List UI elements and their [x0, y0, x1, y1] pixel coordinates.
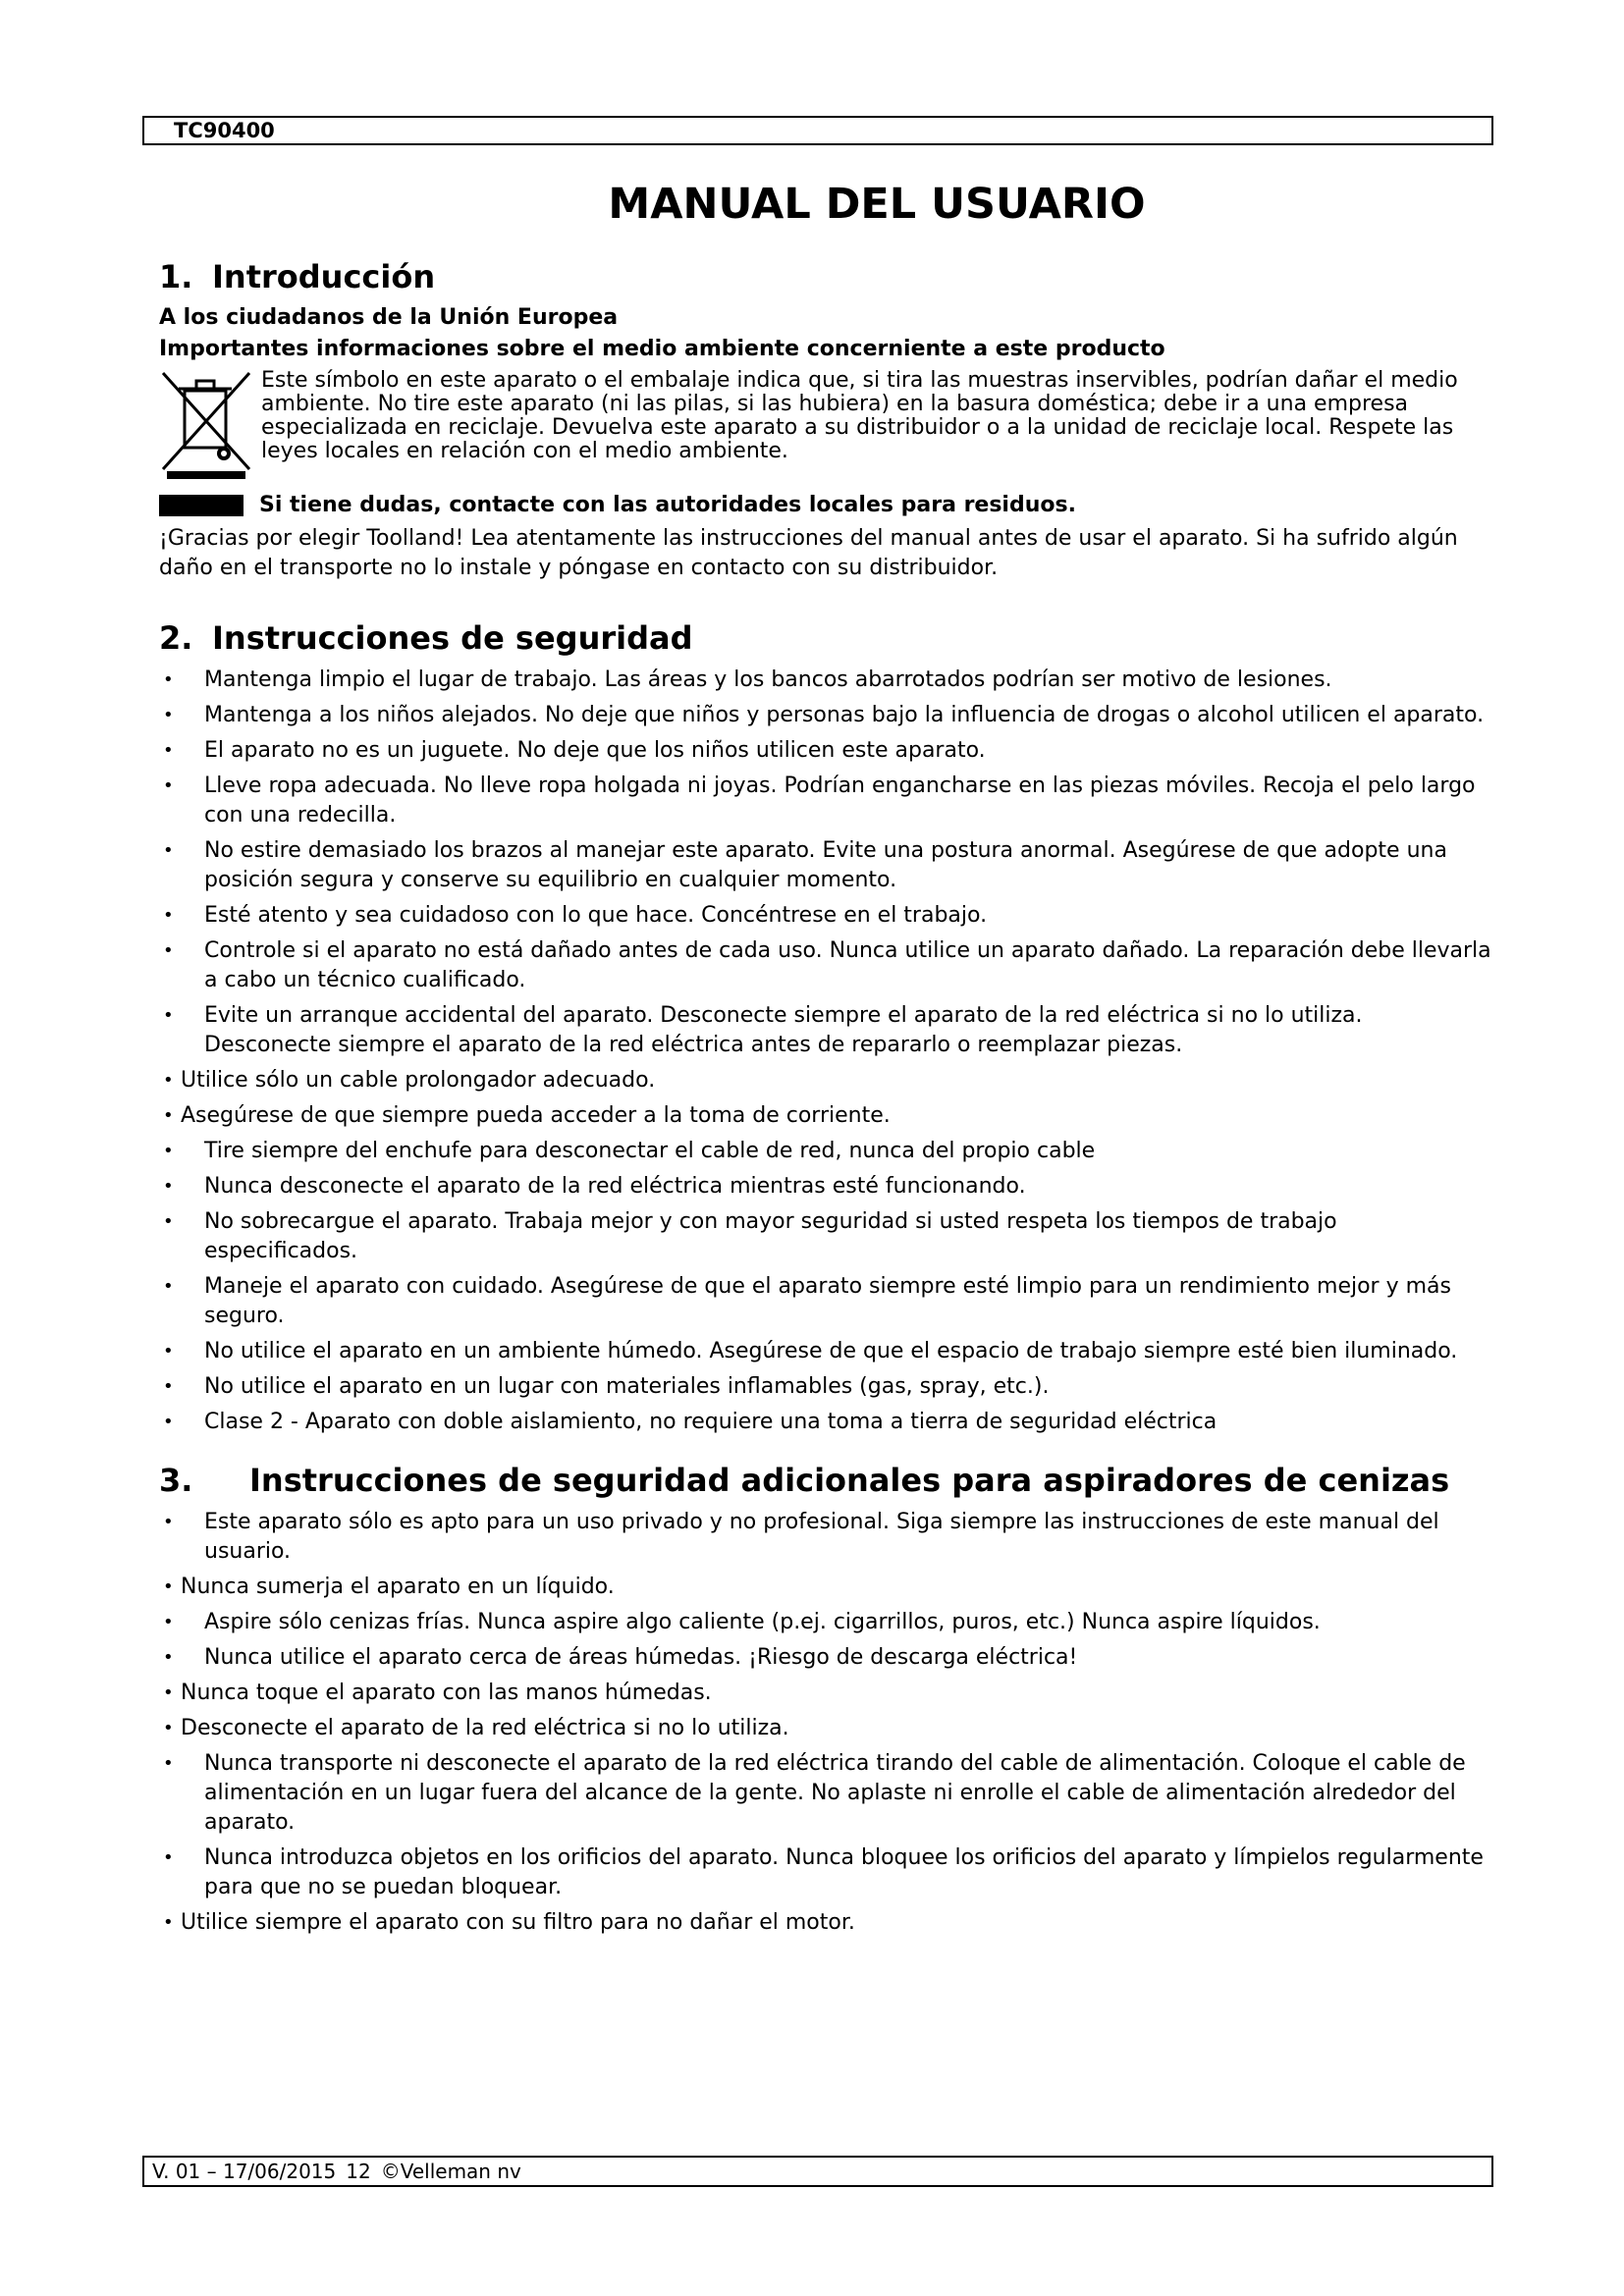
- list-item: • Nunca desconecte el aparato de la red eléctrica mientras esté funcionando.: [159, 1172, 1494, 1201]
- list-item: • Desconecte el aparato de la red eléctrica si no lo utiliza.: [159, 1714, 1494, 1743]
- section-safety-heading: [159, 616, 1494, 660]
- list-item: • Utilice siempre el aparato con su filtro para no dañar el motor.: [159, 1908, 1494, 1938]
- section-intro-heading: [159, 255, 1494, 298]
- weee-note: [159, 491, 1494, 520]
- list-item: • Este aparato sólo es apto para un uso privado y no profesional. Siga siempre las instrucciones de este manual del usuario.: [159, 1508, 1494, 1567]
- safety-list: [159, 666, 1494, 1437]
- section-number: 2.: [159, 619, 193, 657]
- list-item: • Mantenga limpio el lugar de trabajo. Las áreas y los bancos abarrotados podrían ser motivo de lesiones.: [159, 666, 1494, 695]
- list-item: • No sobrecargue el aparato. Trabaja mejor y con mayor seguridad si usted respeta los tiempos de trabajo especificados.: [159, 1207, 1494, 1266]
- section-title: Instrucciones de seguridad: [212, 619, 693, 657]
- header-model: TC90400: [142, 116, 1493, 145]
- footer-copyright: ©Velleman nv: [380, 2160, 521, 2183]
- weee-notice: [159, 369, 1494, 485]
- crossed-bin-icon: [159, 369, 253, 481]
- footer-version: V. 01 – 17/06/2015: [152, 2160, 337, 2183]
- list-item: • Lleve ropa adecuada. No lleve ropa holgada ni joyas. Podrían engancharse en las piezas móviles. Recoja el pelo largo con una redecilla.: [159, 772, 1494, 830]
- list-item: • Aspire sólo cenizas frías. Nunca aspire algo caliente (p.ej. cigarrillos, puros, etc.) Nunca aspire líquidos.: [159, 1608, 1494, 1637]
- list-item: • Controle si el aparato no está dañado antes de cada uso. Nunca utilice un aparato dañado. La reparación debe llevarla a cabo un técnico cualificado.: [159, 936, 1494, 995]
- eu-heading: A los ciudadanos de la Unión Europea: [159, 305, 619, 330]
- list-item: • Utilice sólo un cable prolongador adecuado.: [159, 1066, 1494, 1095]
- list-item: • Nunca transporte ni desconecte el aparato de la red eléctrica tirando del cable de alimentación. Coloque el cable de alimentación en un lugar fuera del alcance de la gente. No aplaste ni enrolle el cable de alimentación alrededor del aparato.: [159, 1749, 1494, 1838]
- black-bar: [159, 495, 244, 516]
- list-item: • Nunca introduzca objetos en los orificios del aparato. Nunca bloquee los orificios del aparato y límpielos regularmente para que no se puedan bloquear.: [159, 1843, 1494, 1902]
- section-title: Instrucciones de seguridad adicionales para aspiradores de cenizas: [249, 1462, 1450, 1499]
- list-item: • Asegúrese de que siempre pueda acceder a la toma de corriente.: [159, 1101, 1494, 1131]
- footer: [142, 2156, 1493, 2187]
- section-number: 3.: [159, 1462, 193, 1499]
- list-item: • Nunca utilice el aparato cerca de áreas húmedas. ¡Riesgo de descarga eléctrica!: [159, 1643, 1494, 1673]
- footer-page: 12: [346, 2160, 371, 2183]
- list-item: • Nunca toque el aparato con las manos húmedas.: [159, 1679, 1494, 1708]
- list-item: • Maneje el aparato con cuidado. Asegúrese de que el aparato siempre esté limpio para un rendimiento mejor y más seguro.: [159, 1272, 1494, 1331]
- env-heading: Importantes informaciones sobre el medio ambiente concerniente a este producto: [159, 337, 1165, 361]
- section-title: Introducción: [212, 258, 436, 295]
- list-item: • Esté atento y sea cuidadoso con lo que hace. Concéntrese en el trabajo.: [159, 901, 1494, 931]
- list-item: • No estire demasiado los brazos al manejar este aparato. Evite una postura anormal. Asegúrese de que adopte una posición segura y conserve su equilibrio en cualquier momento.: [159, 836, 1494, 895]
- list-item: • Clase 2 - Aparato con doble aislamiento, no requiere una toma a tierra de seguridad eléctrica: [159, 1408, 1494, 1437]
- section-additional-heading: [159, 1459, 1494, 1502]
- thanks-paragraph: ¡Gracias por elegir Toolland! Lea atentamente las instrucciones del manual antes de usar el aparato. Si ha sufrido algún daño en el transporte no lo instale y póngase en contacto con su distribuidor.: [159, 526, 1458, 580]
- list-item: • No utilice el aparato en un lugar con materiales inflamables (gas, spray, etc.).: [159, 1372, 1494, 1402]
- section-number: 1.: [159, 258, 193, 295]
- list-item: • El aparato no es un juguete. No deje que los niños utilicen este aparato.: [159, 736, 1494, 766]
- list-item: • No utilice el aparato en un ambiente húmedo. Asegúrese de que el espacio de trabajo siempre esté bien iluminado.: [159, 1337, 1494, 1366]
- list-item: • Evite un arranque accidental del aparato. Desconecte siempre el aparato de la red eléctrica si no lo utiliza. Desconecte siempre el aparato de la red eléctrica antes de repararlo o reemplazar piezas.: [159, 1001, 1494, 1060]
- additional-list: [159, 1508, 1494, 1938]
- weee-text: Este símbolo en este aparato o el embalaje indica que, si tira las muestras inservibles, podrían dañar el medio ambiente. No tire este aparato (ni las pilas, si las hubiera) en la basura doméstica; debe ir a una empresa especializada en reciclaje. Devuelva este aparato a su distribuidor o a la unidad de reciclaje local. Respete las leyes locales en relación con el medio ambiente.: [261, 368, 1458, 463]
- weee-note-text: Si tiene dudas, contacte con las autoridades locales para residuos.: [259, 493, 1076, 517]
- document-body: [159, 255, 1494, 1944]
- list-item: • Mantenga a los niños alejados. No deje que niños y personas bajo la influencia de drogas o alcohol utilicen el aparato.: [159, 701, 1494, 730]
- page-title: MANUAL DEL USUARIO: [608, 180, 1146, 229]
- list-item: • Tire siempre del enchufe para desconectar el cable de red, nunca del propio cable: [159, 1137, 1494, 1166]
- list-item: • Nunca sumerja el aparato en un líquido.: [159, 1573, 1494, 1602]
